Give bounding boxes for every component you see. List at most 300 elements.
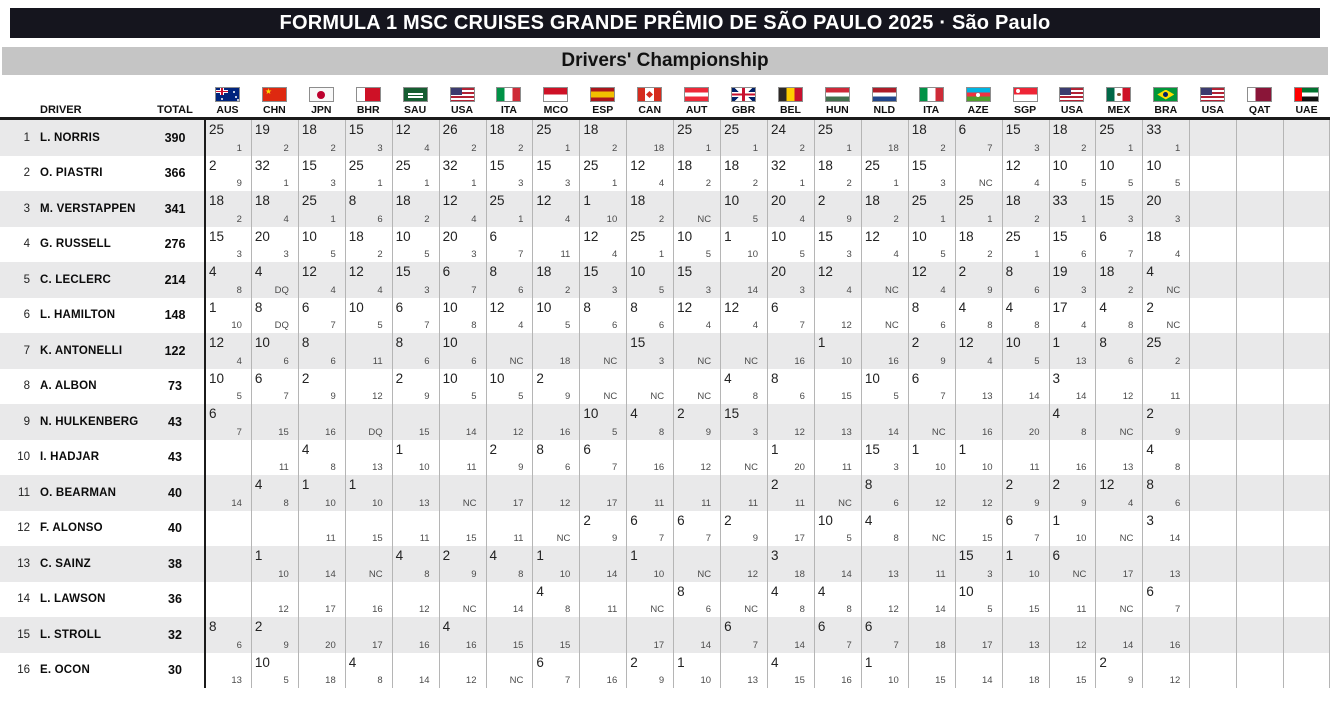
- position-value: 7: [1174, 604, 1181, 615]
- race-result-cell: [532, 191, 579, 227]
- race-result-cell: [626, 262, 673, 298]
- race-result-cell: [486, 582, 533, 618]
- flag-icon-ita: [919, 87, 944, 102]
- points-value: 18: [1146, 228, 1162, 244]
- driver-cell: [0, 440, 204, 476]
- position-value: 16: [465, 639, 477, 651]
- points-value: 6: [489, 228, 498, 244]
- race-result-cell: [1142, 617, 1189, 653]
- position-value: 8: [1128, 320, 1134, 331]
- position-value: 15: [1028, 604, 1040, 615]
- points-value: 15: [583, 264, 599, 279]
- race-result-cell: [1142, 511, 1189, 547]
- points-value: 18: [395, 193, 411, 208]
- race-result-cell: [626, 333, 673, 369]
- race-header-cell: [486, 87, 533, 117]
- position-value: 10: [419, 462, 430, 473]
- race-result-cell: [532, 617, 579, 653]
- race-result-cell: [251, 369, 298, 405]
- race-result-cell: [298, 156, 345, 192]
- points-value: 10: [911, 228, 927, 244]
- points-value: 18: [1052, 122, 1068, 137]
- race-result-cell: [439, 617, 486, 653]
- race-result-cell: [251, 227, 298, 263]
- points-value: 18: [1005, 193, 1021, 208]
- race-result-cell: [1142, 440, 1189, 476]
- position-value: 1: [705, 142, 712, 154]
- race-header-cell: [1283, 87, 1330, 117]
- race-result-cell: [345, 546, 392, 582]
- flag-icon-esp: [590, 87, 615, 102]
- race-result-cell: [251, 298, 298, 334]
- race-result-cell: [345, 617, 392, 653]
- position-value: 15: [794, 675, 805, 686]
- position-value: 13: [1169, 568, 1181, 580]
- table-row: [0, 617, 1330, 653]
- position-value: 10: [653, 568, 665, 580]
- points-value: 10: [536, 299, 552, 315]
- position-value: 16: [559, 426, 571, 438]
- points-value: 2: [254, 619, 263, 634]
- race-result-cell: [861, 120, 908, 156]
- race-result-cell: [579, 440, 626, 476]
- position-value: 14: [419, 675, 430, 686]
- race-result-cell: [298, 617, 345, 653]
- race-result-cell: [1095, 369, 1142, 405]
- position-value: 3: [705, 284, 712, 296]
- race-result-cell: [1095, 227, 1142, 263]
- position-value: 5: [940, 249, 946, 260]
- points-value: 10: [1005, 335, 1021, 350]
- race-result-cell: [579, 617, 626, 653]
- points-value: 10: [1146, 157, 1162, 173]
- points-value: 8: [864, 477, 873, 492]
- points-value: 25: [583, 157, 599, 173]
- race-result-cell: [767, 511, 814, 547]
- race-header-cell: [1142, 87, 1189, 117]
- points-value: 10: [630, 264, 646, 279]
- points-value: 12: [583, 228, 599, 244]
- points-value: 15: [817, 228, 833, 244]
- points-value: 6: [442, 264, 451, 279]
- position-value: 3: [846, 249, 852, 260]
- race-result-cell: [673, 227, 720, 263]
- race-result-cell: [392, 617, 439, 653]
- race-result-cell: [908, 404, 955, 440]
- position-value: 15: [559, 639, 571, 651]
- race-result-cell: [767, 191, 814, 227]
- position-value: 13: [231, 675, 242, 686]
- race-result-cell: [1002, 262, 1049, 298]
- race-result-cell: [1283, 404, 1330, 440]
- points-value: 8: [301, 335, 310, 350]
- position-value: 13: [1028, 639, 1040, 651]
- points-value: 1: [958, 441, 967, 457]
- race-result-cell: [955, 440, 1002, 476]
- points-value: 2: [583, 512, 591, 528]
- position-value: 8: [752, 391, 758, 402]
- position-value: 14: [794, 639, 805, 651]
- points-value: 10: [489, 370, 505, 386]
- position-value: 2: [987, 249, 993, 260]
- race-result-cell: [767, 475, 814, 511]
- race-result-cell: [767, 653, 814, 689]
- position-value: 20: [794, 462, 805, 473]
- position-value: 9: [1034, 497, 1040, 509]
- points-value: 10: [395, 228, 411, 244]
- race-result-cell: [861, 191, 908, 227]
- race-result-cell: [767, 617, 814, 653]
- race-result-cell: [1236, 511, 1283, 547]
- race-result-cell: [1002, 546, 1049, 582]
- race-code-label: MCO: [543, 104, 569, 116]
- position-value: 3: [611, 284, 618, 296]
- position-value: NC: [1119, 533, 1134, 544]
- race-result-cell: [1002, 227, 1049, 263]
- position-value: 6: [377, 213, 383, 225]
- race-result-cell: [1049, 475, 1096, 511]
- race-result-cell: [1049, 191, 1096, 227]
- driver-cell: [0, 298, 204, 334]
- points-value: 4: [301, 441, 310, 457]
- race-result-cell: [486, 653, 533, 689]
- race-result-cell: [251, 262, 298, 298]
- race-result-cell: [486, 227, 533, 263]
- position-value: 8: [518, 568, 524, 580]
- points-value: 25: [677, 122, 693, 137]
- table-row: [0, 191, 1330, 227]
- race-result-cell: [1283, 440, 1330, 476]
- race-result-cell: [673, 191, 720, 227]
- points-value: 6: [864, 619, 873, 634]
- race-result-cell: [1189, 262, 1236, 298]
- points-value: 6: [1099, 228, 1107, 244]
- position-value: 14: [512, 604, 524, 615]
- position-value: 8: [330, 462, 336, 473]
- position-value: 3: [565, 178, 571, 189]
- race-result-cell: [767, 298, 814, 334]
- race-result-cell: [1049, 333, 1096, 369]
- points-value: 25: [724, 122, 740, 137]
- position-value: 9: [611, 533, 618, 544]
- points-value: 1: [1005, 548, 1014, 563]
- driver-name: A. ALBON: [40, 380, 97, 393]
- driver-cell: [0, 475, 204, 511]
- position-value: 5: [1034, 355, 1040, 367]
- race-result-cell: [204, 440, 251, 476]
- position-value: 3: [283, 249, 289, 260]
- race-result-cell: [1189, 511, 1236, 547]
- race-result-cell: [579, 404, 626, 440]
- points-value: 15: [1005, 122, 1021, 137]
- rank-number: 8: [23, 380, 30, 393]
- position-value: 11: [1170, 391, 1181, 402]
- driver-name: M. VERSTAPPEN: [40, 202, 136, 215]
- points-value: 15: [395, 264, 411, 279]
- race-result-cell: [720, 404, 767, 440]
- position-value: 14: [1028, 391, 1040, 402]
- race-result-cell: [673, 440, 720, 476]
- position-value: NC: [697, 568, 712, 580]
- points-value: 4: [442, 619, 451, 634]
- position-value: 13: [888, 568, 899, 580]
- race-result-cell: [579, 511, 626, 547]
- points-value: 24: [771, 122, 787, 137]
- position-value: 18: [653, 142, 665, 154]
- race-result-cell: [1049, 653, 1096, 689]
- position-value: 15: [419, 426, 430, 438]
- race-result-cell: [1095, 191, 1142, 227]
- position-value: 4: [940, 284, 946, 296]
- total-points: 30: [168, 663, 182, 678]
- position-value: 1: [283, 178, 289, 189]
- points-value: 2: [724, 512, 732, 528]
- position-value: 5: [283, 675, 289, 686]
- race-result-cell: [1189, 582, 1236, 618]
- points-value: 18: [536, 264, 552, 279]
- position-value: 8: [1034, 320, 1040, 331]
- race-code-label: JPN: [311, 104, 332, 116]
- points-value: 1: [817, 335, 826, 350]
- position-value: 11: [1076, 604, 1087, 615]
- position-value: 13: [372, 462, 383, 473]
- position-value: 12: [372, 391, 383, 402]
- position-value: 9: [565, 391, 571, 402]
- race-result-cell: [1236, 333, 1283, 369]
- position-value: 13: [982, 391, 993, 402]
- position-value: 7: [518, 249, 524, 260]
- position-value: 8: [1081, 426, 1087, 438]
- position-value: 6: [565, 462, 571, 473]
- race-code-label: NLD: [873, 104, 896, 116]
- race-result-cell: [1095, 262, 1142, 298]
- race-result-cell: [626, 617, 673, 653]
- race-result-cell: [532, 333, 579, 369]
- position-value: 13: [1075, 355, 1087, 367]
- position-value: 2: [940, 142, 946, 154]
- position-value: NC: [509, 675, 524, 686]
- points-value: 1: [301, 477, 310, 492]
- position-value: 6: [1174, 497, 1181, 509]
- points-value: 1: [395, 441, 404, 457]
- table-row: [0, 440, 1330, 476]
- driver-name: L. NORRIS: [40, 131, 100, 144]
- points-value: 8: [348, 193, 357, 208]
- position-value: 11: [841, 462, 852, 473]
- race-result-cell: [251, 333, 298, 369]
- points-value: 18: [677, 157, 693, 173]
- position-value: 3: [377, 142, 383, 154]
- race-result-cell: [1049, 617, 1096, 653]
- race-result-cell: [392, 191, 439, 227]
- position-value: 3: [330, 178, 336, 189]
- event-title: FORMULA 1 MSC CRUISES GRANDE PRÊMIO DE SÃO PAULO 2025 · São Paulo: [279, 11, 1051, 34]
- position-value: 5: [471, 391, 477, 402]
- rank-number: 13: [17, 557, 30, 570]
- position-value: 8: [424, 568, 430, 580]
- race-header-cell: [345, 87, 392, 117]
- position-value: 11: [701, 497, 712, 509]
- position-value: 1: [565, 142, 571, 154]
- position-value: 12: [512, 426, 524, 438]
- position-value: 12: [278, 604, 289, 615]
- race-result-cell: [439, 546, 486, 582]
- position-value: NC: [885, 320, 899, 331]
- position-value: 6: [471, 355, 477, 367]
- race-result-cell: [204, 511, 251, 547]
- position-value: 10: [231, 320, 242, 331]
- points-value: 19: [254, 122, 270, 137]
- race-result-cell: [532, 440, 579, 476]
- race-result-cell: [486, 298, 533, 334]
- race-result-cell: [814, 440, 861, 476]
- flag-icon-bhr: [356, 87, 381, 102]
- points-value: 10: [817, 512, 833, 528]
- driver-name: N. HULKENBERG: [40, 415, 139, 428]
- points-value: 10: [348, 299, 364, 315]
- race-header-cell: [204, 87, 251, 117]
- position-value: 14: [888, 426, 899, 438]
- position-value: 6: [283, 355, 289, 367]
- race-result-cell: [1095, 653, 1142, 689]
- race-result-cell: [720, 298, 767, 334]
- position-value: 1: [1034, 249, 1040, 260]
- position-value: 2: [799, 142, 805, 154]
- position-value: 15: [1075, 675, 1087, 686]
- points-value: 1: [536, 548, 544, 563]
- race-result-cell: [1236, 582, 1283, 618]
- position-value: 6: [799, 391, 805, 402]
- points-value: 6: [771, 299, 779, 315]
- race-result-cell: [439, 653, 486, 689]
- points-value: 18: [817, 157, 833, 173]
- position-value: 16: [653, 462, 665, 473]
- position-value: 2: [330, 142, 336, 154]
- rank-number: 2: [23, 167, 30, 180]
- position-value: 2: [893, 213, 899, 225]
- race-result-cell: [1049, 511, 1096, 547]
- table-row: [0, 369, 1330, 405]
- points-value: 33: [1146, 122, 1162, 137]
- race-result-cell: [1283, 546, 1330, 582]
- race-result-cell: [720, 227, 767, 263]
- total-points: 43: [168, 450, 182, 465]
- race-result-cell: [345, 227, 392, 263]
- points-value: 12: [489, 299, 505, 315]
- race-result-cell: [1189, 617, 1236, 653]
- flag-icon-hun: [825, 87, 850, 102]
- position-value: 14: [1122, 639, 1134, 651]
- points-value: 8: [395, 335, 404, 350]
- race-result-cell: [814, 653, 861, 689]
- race-result-cell: [532, 156, 579, 192]
- position-value: 2: [236, 213, 242, 225]
- championship-subtitle-bar: [2, 47, 1328, 75]
- position-value: 3: [518, 178, 524, 189]
- points-value: 20: [1146, 193, 1162, 208]
- race-result-cell: [392, 546, 439, 582]
- race-result-cell: [1283, 262, 1330, 298]
- race-result-cell: [720, 156, 767, 192]
- position-value: 6: [705, 604, 712, 615]
- position-value: 11: [1029, 462, 1040, 473]
- race-result-cell: [532, 298, 579, 334]
- position-value: 9: [1174, 426, 1181, 438]
- position-value: 4: [565, 213, 571, 225]
- position-value: 1: [846, 142, 852, 154]
- race-result-cell: [392, 404, 439, 440]
- points-value: 2: [958, 264, 967, 279]
- race-code-label: ITA: [500, 104, 518, 116]
- race-result-cell: [204, 191, 251, 227]
- position-value: 3: [799, 284, 805, 296]
- points-value: 8: [1146, 477, 1154, 492]
- flag-icon-sgp: [1013, 87, 1038, 102]
- race-result-cell: [1095, 511, 1142, 547]
- race-result-cell: [1095, 617, 1142, 653]
- race-result-cell: [626, 369, 673, 405]
- position-value: 15: [372, 533, 383, 544]
- points-value: 25: [864, 157, 880, 173]
- race-result-cell: [814, 191, 861, 227]
- race-result-cell: [1002, 511, 1049, 547]
- race-result-cell: [439, 262, 486, 298]
- points-value: 2: [1146, 299, 1154, 315]
- position-value: 4: [471, 213, 477, 225]
- race-result-cell: [298, 475, 345, 511]
- flag-icon-mco: [543, 87, 568, 102]
- position-value: 7: [424, 320, 430, 331]
- race-result-cell: [673, 156, 720, 192]
- position-value: 17: [325, 604, 336, 615]
- position-value: 6: [1081, 249, 1087, 260]
- race-result-cell: [814, 333, 861, 369]
- points-value: 12: [677, 299, 693, 315]
- position-value: 5: [1081, 178, 1087, 189]
- position-value: 6: [940, 320, 946, 331]
- race-result-cell: [908, 617, 955, 653]
- points-value: 6: [1146, 583, 1154, 599]
- position-value: 4: [236, 355, 242, 367]
- points-value: 2: [489, 441, 498, 457]
- race-result-cell: [955, 546, 1002, 582]
- position-value: NC: [931, 426, 946, 438]
- position-value: NC: [744, 604, 758, 615]
- position-value: 16: [372, 604, 383, 615]
- race-result-cell: [720, 262, 767, 298]
- points-value: 6: [724, 619, 732, 634]
- points-value: 4: [864, 512, 873, 528]
- race-result-cell: [345, 582, 392, 618]
- position-value: 13: [841, 426, 852, 438]
- race-result-cell: [204, 475, 251, 511]
- rank-number: 6: [23, 309, 30, 322]
- points-value: 18: [254, 193, 270, 208]
- points-value: 6: [958, 122, 967, 137]
- position-value: NC: [1166, 284, 1181, 296]
- race-result-cell: [673, 298, 720, 334]
- race-header-cell: [908, 87, 955, 117]
- race-result-cell: [1049, 440, 1096, 476]
- race-result-cell: [1236, 475, 1283, 511]
- position-value: 12: [419, 604, 430, 615]
- position-value: 7: [799, 320, 805, 331]
- points-value: 12: [395, 122, 411, 137]
- race-code-label: HUN: [825, 104, 849, 116]
- race-result-cell: [861, 333, 908, 369]
- table-row: [0, 333, 1330, 369]
- race-result-cell: [814, 120, 861, 156]
